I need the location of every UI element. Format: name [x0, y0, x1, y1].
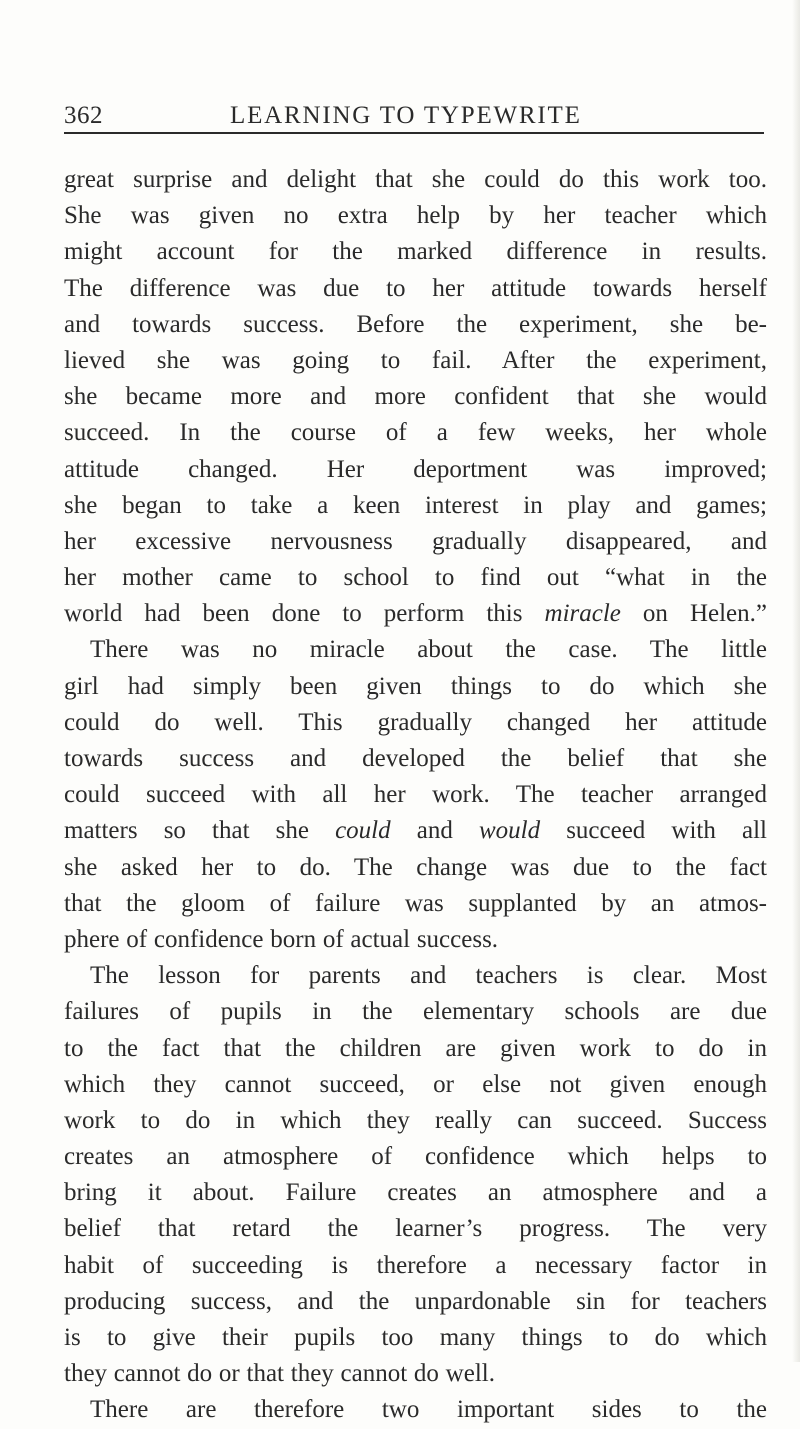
text-line — [64, 1031, 767, 1067]
text-line — [64, 1103, 767, 1139]
emphasized-word: could — [335, 817, 391, 845]
page-number: 362 — [64, 102, 103, 129]
text-line — [64, 994, 767, 1030]
text-run: failures of pupils in the elementary schools are due — [64, 998, 767, 1026]
text-line — [64, 850, 767, 886]
text-run: could do well. This gradually changed her attitude — [64, 708, 767, 736]
text-run: she became more and more confident that she would — [64, 383, 767, 411]
text-run: which they cannot succeed, or else not given enough — [64, 1070, 767, 1098]
text-line — [64, 886, 767, 922]
text-line — [64, 1284, 767, 1320]
text-line — [64, 922, 767, 958]
text-run: she asked her to do. The change was due to the fact — [64, 853, 767, 881]
text-line — [64, 234, 767, 270]
text-run: might account for the marked difference in results. — [64, 238, 767, 266]
text-line — [64, 307, 767, 343]
text-line — [64, 632, 767, 668]
text-run: and towards success. Before the experiment, she be- — [64, 310, 767, 338]
text-line — [64, 1139, 767, 1175]
text-run: The difference was due to her attitude towards herself — [64, 274, 767, 302]
text-line — [64, 452, 767, 488]
text-run: matters so that she — [64, 817, 336, 845]
text-line — [64, 596, 767, 632]
text-run: girl had simply been given things to do which she — [64, 672, 767, 700]
text-line — [64, 669, 767, 705]
text-run: world had been done to perform this — [64, 600, 545, 628]
text-line — [64, 813, 767, 849]
running-header — [64, 88, 764, 134]
text-run: There was no miracle about the case. The little — [90, 636, 767, 664]
text-run: work to do in which they really can succeed. Success — [64, 1106, 767, 1134]
text-run: they cannot do or that they cannot do well. — [64, 1360, 495, 1388]
text-run: creates an atmosphere of confidence which helps to — [64, 1143, 767, 1171]
text-run: great surprise and delight that she could do this work too. — [64, 166, 767, 193]
text-run: could succeed with all her work. The teacher arranged — [64, 781, 767, 809]
text-run: on Helen.” — [620, 600, 767, 628]
text-run: to the fact that the children are given work to do in — [64, 1034, 767, 1062]
text-run: her mother came to school to find out “what in the — [64, 564, 767, 592]
text-line — [64, 777, 767, 813]
text-line — [64, 958, 767, 994]
emphasized-word: miracle — [544, 600, 621, 628]
text-run: towards success and developed the belief that she — [64, 745, 767, 772]
emphasized-word: would — [478, 817, 541, 845]
text-run: attitude changed. Her deportment was improved; — [64, 455, 767, 483]
text-line — [64, 379, 767, 415]
text-run: lieved she was going to fail. After the experiment, — [64, 346, 767, 374]
text-run: The lesson for parents and teachers is clear. Most — [90, 962, 767, 990]
text-line — [64, 524, 767, 560]
text-line — [64, 1248, 767, 1284]
text-line — [64, 1067, 767, 1103]
text-run: her excessive nervousness gradually disappeared, and — [64, 527, 767, 555]
text-line — [64, 741, 767, 777]
running-title: LEARNING TO TYPEWRITE — [230, 102, 582, 129]
text-run: producing success, and the unpardonable sin for teachers — [64, 1287, 767, 1315]
text-run: and — [390, 817, 479, 845]
text-run: bring it about. Failure creates an atmosphere and a — [64, 1179, 767, 1207]
text-line — [64, 488, 767, 524]
text-line — [64, 162, 767, 198]
page-edge-shadow — [792, 0, 800, 1362]
text-run: that the gloom of failure was supplanted by an atmos- — [64, 889, 767, 917]
text-line — [64, 1320, 767, 1356]
text-run: she began to take a keen interest in play and games; — [64, 491, 767, 519]
text-run: succeed. In the course of a few weeks, her whole — [64, 419, 767, 447]
text-run: She was given no extra help by her teacher which — [64, 202, 767, 230]
text-line — [64, 705, 767, 741]
text-line — [64, 343, 767, 379]
text-line — [64, 271, 767, 307]
text-line — [64, 560, 767, 596]
text-line — [64, 198, 767, 234]
text-line — [64, 1211, 767, 1247]
text-line — [64, 415, 767, 451]
body-text — [64, 162, 767, 1429]
text-run: habit of succeeding is therefore a necessary factor in — [64, 1251, 767, 1279]
text-run: is to give their pupils too many things to do which — [64, 1324, 767, 1351]
text-line — [64, 1175, 767, 1211]
text-run: There are therefore two important sides to the — [90, 1396, 767, 1424]
text-run: phere of confidence born of actual success. — [64, 925, 499, 953]
text-run: succeed with all — [540, 817, 767, 845]
text-line — [64, 1392, 767, 1428]
text-run: belief that retard the learner’s progress. The very — [64, 1215, 767, 1243]
